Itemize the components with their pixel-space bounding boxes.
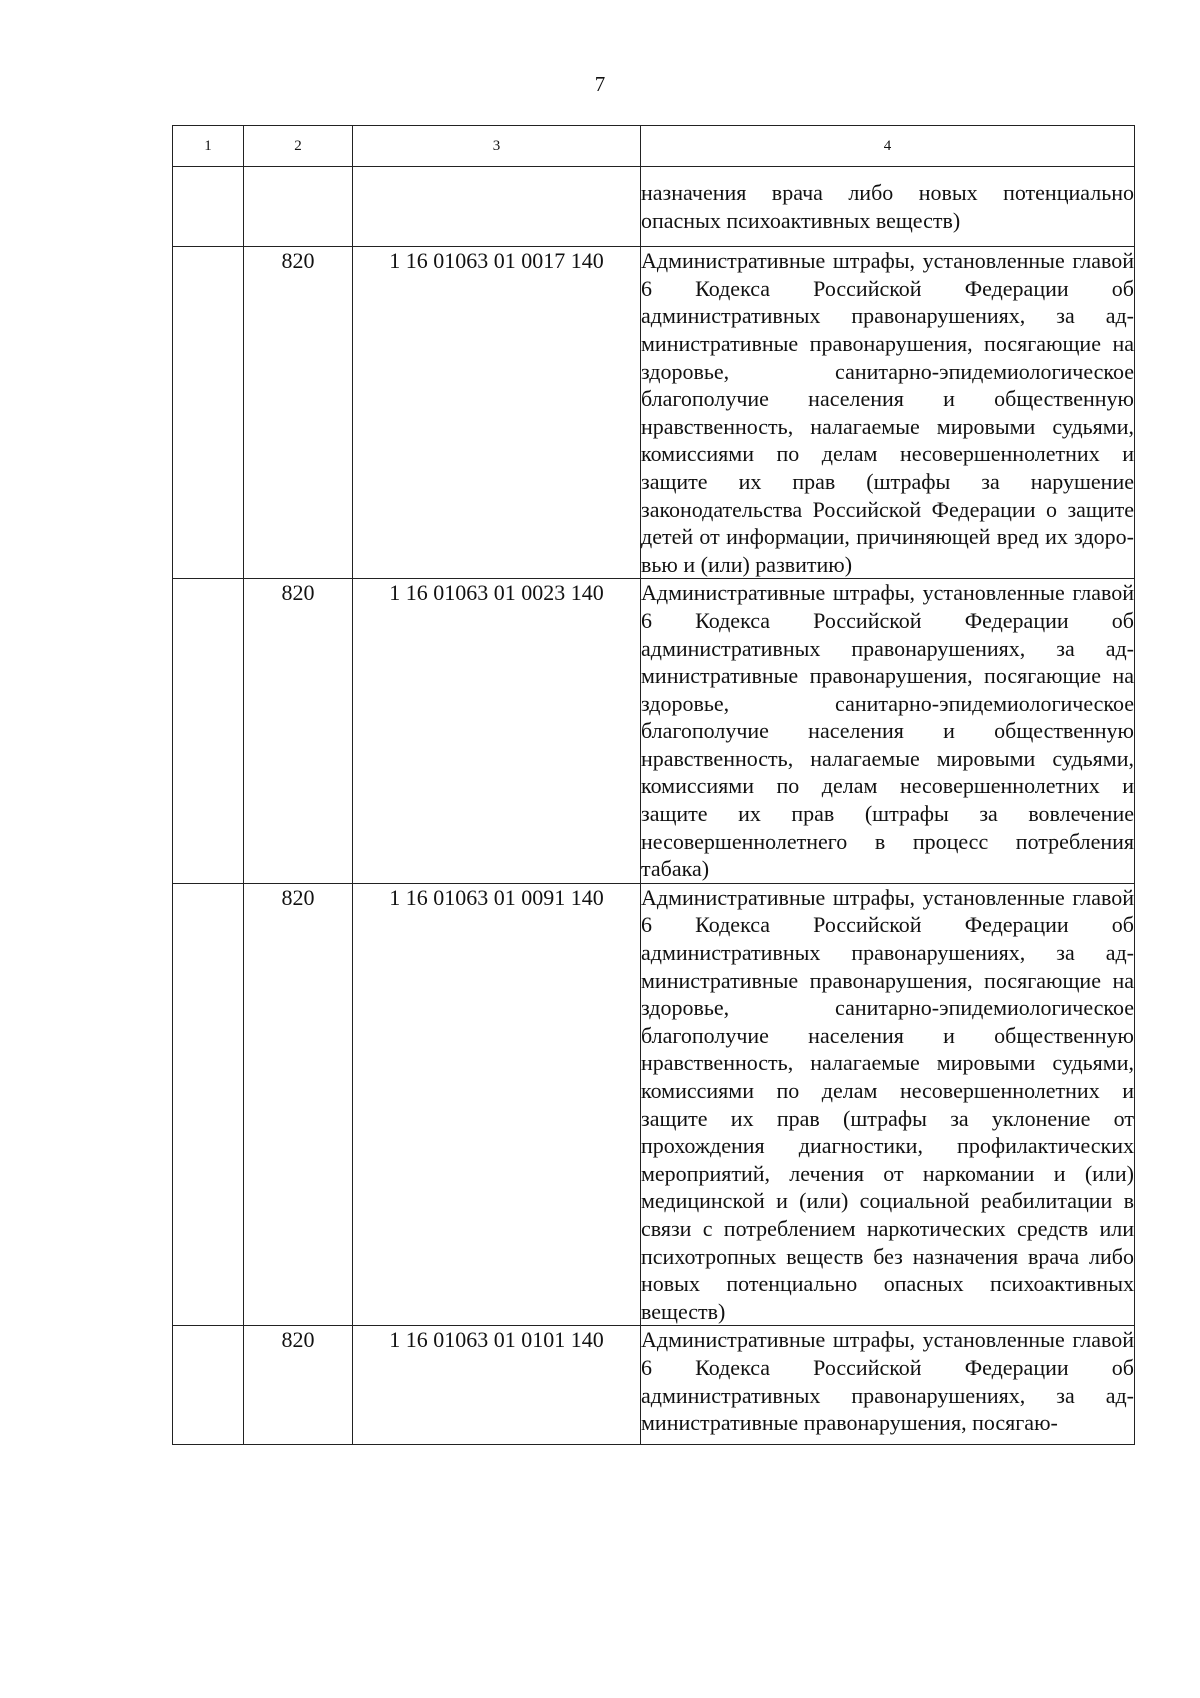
budget-code-cell: 1 16 01063 01 0017 140 <box>353 247 641 579</box>
budget-code-cell: 1 16 01063 01 0091 140 <box>353 883 641 1326</box>
description-cell: назначения врача либо новых потенциально опасных психоактивных веществ) <box>641 167 1135 247</box>
admin-code-cell: 820 <box>244 579 353 884</box>
budget-code-cell: 1 16 01063 01 0023 140 <box>353 579 641 884</box>
table-row <box>173 1326 1135 1445</box>
row-number-cell <box>173 247 244 579</box>
page-number: 7 <box>594 72 606 96</box>
table-row <box>173 167 1135 247</box>
budget-codes-table <box>172 125 1135 1445</box>
description-cell: Административные штрафы, установленные главой 6 Кодекса Российской Федерации об административных правонарушениях, за административные правонарушения, посягающие на здоровье, санитарно-эпидемиологическое благополучие населения и общественную нравственность, налагаемые мировыми судьями, комиссиями по делам несовершеннолетних и защите их прав (штрафы за нарушение законодательства Российской Федерации о защите детей от информации, причиняющей вред их здоровью и (или) развитию) <box>641 247 1135 579</box>
admin-code-cell <box>244 167 353 247</box>
row-number-cell <box>173 1326 244 1445</box>
budget-code-cell <box>353 167 641 247</box>
row-number-cell <box>173 167 244 247</box>
table-header-row <box>173 126 1135 167</box>
column-header-4: 4 <box>641 126 1135 167</box>
column-header-2: 2 <box>244 126 353 167</box>
table-row <box>173 247 1135 579</box>
budget-code-cell: 1 16 01063 01 0101 140 <box>353 1326 641 1445</box>
admin-code-cell: 820 <box>244 1326 353 1445</box>
row-number-cell <box>173 883 244 1326</box>
admin-code-cell: 820 <box>244 247 353 579</box>
description-cell: Административные штрафы, установленные главой 6 Кодекса Российской Федерации об административных правонарушениях, за административные правонарушения, посягаю- <box>641 1326 1135 1445</box>
admin-code-cell: 820 <box>244 883 353 1326</box>
description-cell: Административные штрафы, установленные главой 6 Кодекса Российской Федерации об административных правонарушениях, за административные правонарушения, посягающие на здоровье, санитарно-эпидемиологическое благополучие населения и общественную нравственность, налагаемые мировыми судьями, комиссиями по делам несовершеннолетних и защите их прав (штрафы за вовлечение несовершеннолетнего в процесс потребления табака) <box>641 579 1135 884</box>
row-number-cell <box>173 579 244 884</box>
table-row <box>173 579 1135 884</box>
column-header-1: 1 <box>173 126 244 167</box>
table-row <box>173 883 1135 1326</box>
description-cell: Административные штрафы, установленные главой 6 Кодекса Российской Федерации об административных правонарушениях, за административные правонарушения, посягающие на здоровье, санитарно-эпидемиологическое благополучие населения и общественную нравственность, налагаемые мировыми судьями, комиссиями по делам несовершеннолетних и защите их прав (штрафы за уклонение от прохождения диагностики, профилактических мероприятий, лечения от наркомании и (или) медицинской и (или) социальной реабилитации в связи с потреблением наркотических средств или психотропных веществ без назначения врача либо новых потенциально опасных психоактивных веществ) <box>641 883 1135 1326</box>
column-header-3: 3 <box>353 126 641 167</box>
